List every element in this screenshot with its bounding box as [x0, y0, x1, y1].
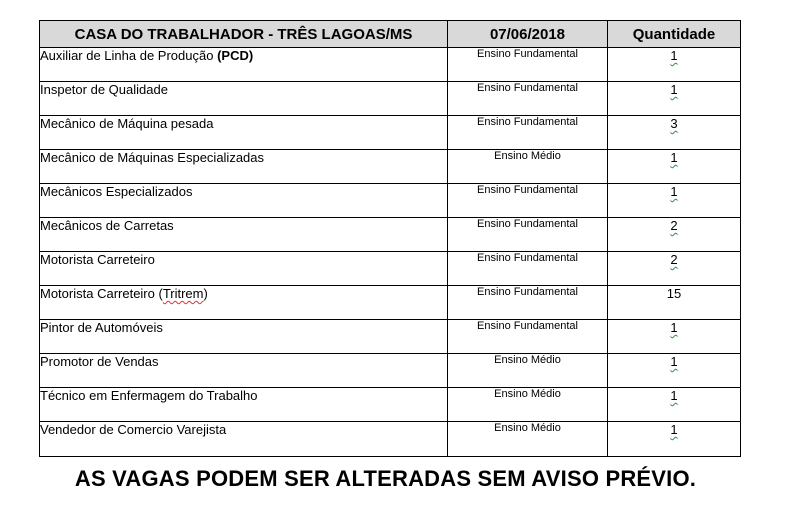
spellcheck-word: Tritrem	[162, 286, 204, 301]
quantity-value: 1	[670, 354, 678, 369]
quantity-cell	[608, 184, 741, 218]
table-row	[40, 116, 741, 150]
quantity-value: 1	[670, 150, 678, 165]
table-row	[40, 252, 741, 286]
job-title: Motorista Carreteiro	[40, 252, 448, 286]
quantity-cell	[608, 82, 741, 116]
education-level: Ensino Fundamental	[448, 82, 608, 116]
quantity-value: 1	[670, 422, 678, 437]
job-title: Inspetor de Qualidade	[40, 82, 448, 116]
education-level: Ensino Fundamental	[448, 320, 608, 354]
education-level: Ensino Fundamental	[448, 116, 608, 150]
table-row	[40, 286, 741, 320]
education-level: Ensino Fundamental	[448, 184, 608, 218]
job-title: Vendedor de Comercio Varejista	[40, 422, 448, 457]
table-row	[40, 354, 741, 388]
education-level: Ensino Fundamental	[448, 218, 608, 252]
education-level: Ensino Médio	[448, 422, 608, 457]
quantity-value: 2	[670, 252, 678, 267]
table-row	[40, 320, 741, 354]
header-title: CASA DO TRABALHADOR - TRÊS LAGOAS/MS	[40, 21, 448, 48]
table-row	[40, 184, 741, 218]
job-title: Pintor de Automóveis	[40, 320, 448, 354]
job-title: Mecânicos de Carretas	[40, 218, 448, 252]
table-row	[40, 422, 741, 457]
quantity-value: 2	[670, 218, 678, 233]
pcd-tag: (PCD)	[217, 48, 254, 63]
job-title: Técnico em Enfermagem do Trabalho	[40, 388, 448, 422]
education-level: Ensino Médio	[448, 388, 608, 422]
job-title: Promotor de Vendas	[40, 354, 448, 388]
job-title: Auxiliar de Linha de Produção (PCD)	[40, 48, 448, 82]
vacancy-notice: AS VAGAS PODEM SER ALTERADAS SEM AVISO PRÉVIO.	[74, 466, 697, 491]
quantity-cell	[608, 252, 741, 286]
education-level: Ensino Médio	[448, 150, 608, 184]
table-row	[40, 82, 741, 116]
quantity-value: 1	[670, 320, 678, 335]
quantity-value: 1	[670, 82, 678, 97]
quantity-value: 3	[670, 116, 678, 131]
quantity-cell	[608, 150, 741, 184]
table-row	[40, 388, 741, 422]
table-row	[40, 218, 741, 252]
table-row	[40, 150, 741, 184]
quantity-value: 1	[670, 388, 678, 403]
quantity-value: 15	[666, 286, 682, 301]
quantity-cell	[608, 388, 741, 422]
job-title: Mecânicos Especializados	[40, 184, 448, 218]
quantity-cell	[608, 48, 741, 82]
job-title: Motorista Carreteiro (Tritrem)	[40, 286, 448, 320]
job-vacancies-table	[39, 20, 741, 457]
quantity-value: 1	[670, 48, 678, 63]
education-level: Ensino Fundamental	[448, 252, 608, 286]
education-level: Ensino Fundamental	[448, 286, 608, 320]
quantity-cell	[608, 218, 741, 252]
quantity-cell	[608, 320, 741, 354]
quantity-value: 1	[670, 184, 678, 199]
job-title: Mecânico de Máquina pesada	[40, 116, 448, 150]
quantity-cell	[608, 286, 741, 320]
education-level: Ensino Fundamental	[448, 48, 608, 82]
quantity-cell	[608, 354, 741, 388]
table-header-row	[40, 21, 741, 48]
table-row	[40, 48, 741, 82]
quantity-cell	[608, 116, 741, 150]
header-quantity: Quantidade	[608, 21, 741, 48]
quantity-cell	[608, 422, 741, 457]
job-title: Mecânico de Máquinas Especializadas	[40, 150, 448, 184]
education-level: Ensino Médio	[448, 354, 608, 388]
header-date: 07/06/2018	[448, 21, 608, 48]
